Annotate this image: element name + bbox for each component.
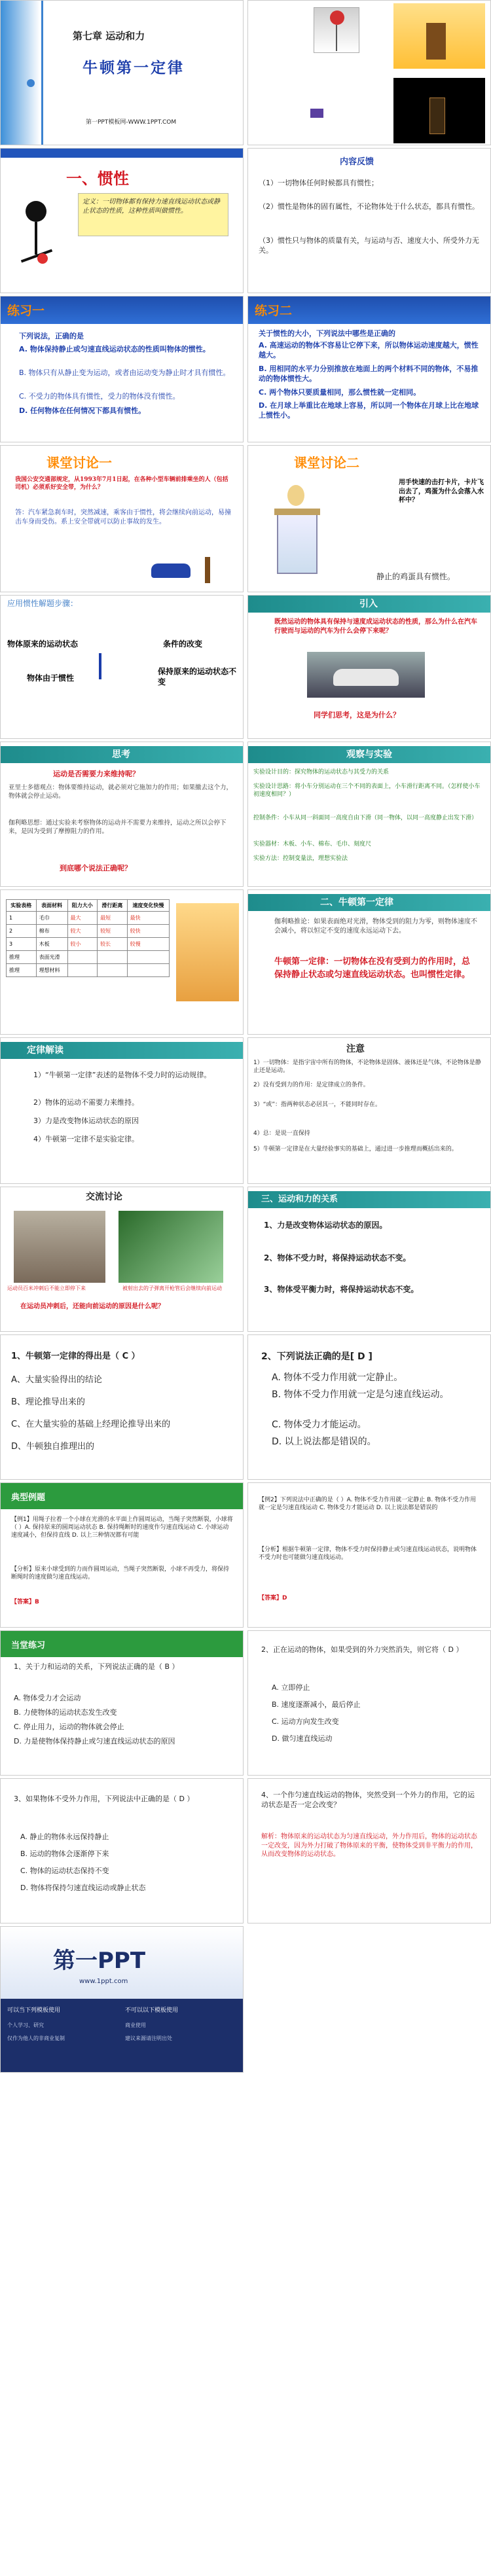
notes-title: 注意 [346, 1044, 365, 1054]
exchange-caption-1: 运动员百米冲刺后不能立即停下来 [7, 1285, 86, 1291]
discussion-2-answer: 静止的鸡蛋具有惯性。 [376, 572, 456, 581]
newton-law-title: 二、牛顿第一定律 [320, 897, 393, 908]
practice-1-opt-a: A. 物体受力才会运动 [14, 1694, 81, 1702]
end-cannot-use: 不可以以下模板使用 [125, 2007, 179, 2014]
slide-end [0, 1926, 244, 2073]
discussion-2-question: 用手快速的击打卡片，卡片飞出去了，鸡蛋为什么会落入水杯中？ [399, 479, 484, 504]
interpretation-title: 定律解读 [27, 1045, 64, 1056]
newton-law-text: 牛顿第一定律：一切物体在没有受到力的作用时，总保持静止状态或匀速直线运动状态。也叫惯性定律。 [274, 957, 471, 980]
definition-text: 定义：一切物体都有保持力速直线运动状态或静止状态的性质，这种性质叫做惯性。 [82, 198, 220, 215]
card-icon [274, 509, 320, 515]
steps-line-1b: 条件的改变 [163, 639, 203, 649]
note-3: 3）“或”：指两种状态必居其一，不能同时存在。 [253, 1101, 382, 1108]
end-brand: 第一PPT [53, 1948, 146, 1974]
quiz-2-opt-a: A. 物体不受力作用就一定静止。 [272, 1372, 403, 1383]
end-site: www.1ppt.com [79, 1978, 128, 1985]
quiz-2-opt-d: D. 以上说法都是错误的。 [272, 1437, 376, 1447]
exercise-1-intro: 下列说法，正确的是 [19, 332, 84, 340]
row-2 [0, 148, 491, 293]
quiz-1-opt-a: A、大量实验得出的结论 [11, 1375, 102, 1385]
apple-photo [314, 7, 359, 53]
example-2-text: 【例2】下列说法中正确的是（ ）A. 物体不受力作用就一定静止 B. 物体不受力作用就一定是匀速直线运动 C. 物体受力才能运动 D. 以上说法都是错误的 [259, 1497, 477, 1512]
experiment-title: 观察与实验 [346, 749, 392, 760]
magnet-icon [310, 109, 323, 118]
end-note-2: 仅作为他人的非商业复制 [7, 2035, 65, 2041]
car-photo [307, 652, 425, 698]
quiz-2-opt-b: B. 物体不受力作用就一定是匀速直线运动。 [272, 1389, 449, 1400]
practice-title: 当堂练习 [11, 1641, 46, 1651]
table-header: 速度变化快慢 [127, 900, 169, 912]
discussion-1-answer: 答：汽车紧急刹车时，突然减速，乘客由于惯性，将会继续向前运动，易撞击车身而受伤。系上安全带就可以防止事故的发生。 [15, 509, 231, 526]
practice-3-opt-d: D. 物体将保持匀速直线运动或静止状态 [20, 1884, 146, 1892]
row-9 [0, 1187, 491, 1332]
row-11 [0, 1482, 491, 1628]
slide-practice-1 [0, 1630, 244, 1776]
exercise-2-opt-c: C. 两个物体只要质量相同，那么惯性就一定相同。 [259, 388, 421, 397]
table-row: 2 棉布 较大 较短 较快 [7, 925, 170, 938]
header-bar [1, 296, 243, 324]
quiz-1-opt-d: D、牛顿独自推理出的 [11, 1442, 95, 1452]
inertia-title: 一、惯性 [66, 166, 129, 188]
practice-1-opt-d: D. 力是使物体保持静止或匀速直线运动状态的原因 [14, 1737, 175, 1745]
cover-gradient [1, 1, 40, 145]
wood-block-icon [426, 23, 446, 60]
practice-2-opt-c: C. 运动方向发生改变 [272, 1717, 339, 1726]
exercise-1-opt-c: C. 不受力的物体具有惯性，受力的物体没有惯性。 [19, 392, 180, 401]
experiment-row-2: 实验设计思路：将小车分别运动在三个不同的表面上，小车滑行距离不同。（怎样使小车初速度相同？） [253, 783, 481, 798]
example-1-key: 【答案】B [11, 1599, 39, 1605]
row-13 [0, 1778, 491, 1923]
interpretation-4: 4）牛顿第一定律不是实验定律。 [33, 1135, 139, 1143]
slide-quiz-1 [0, 1334, 244, 1480]
slide-cover [0, 0, 244, 145]
row-8 [0, 1037, 491, 1184]
end-can-use: 可以当下列模板使用 [7, 2007, 61, 2014]
slide-table [0, 889, 244, 1035]
slide-newton-law [247, 889, 491, 1035]
relation-1: 1、力是改变物体运动状态的原因。 [264, 1221, 388, 1230]
experiment-row-4: 实验器材：木板、小车、棉布、毛巾、刻度尺 [253, 841, 372, 848]
note-1: 1）一切物体：是指宇宙中所有的物体，不论物体是固体、液体还是气体，不论物体是静止还是运动。 [253, 1060, 481, 1075]
experiment-table [6, 899, 170, 977]
practice-3-opt-b: B. 运动的物体会逐渐停下来 [20, 1850, 109, 1858]
exercise-2-opt-a: A. 高速运动的物体不容易让它停下来，所以物体运动速度越大，惯性越大。 [259, 341, 479, 359]
feedback-heading: 内容反馈 [340, 157, 374, 167]
example-title: 典型例题 [11, 1493, 46, 1503]
table-row: 推理 理想材料 [7, 964, 170, 977]
apple-icon [330, 10, 344, 25]
think-foot: 到底哪个说法正确呢？ [60, 864, 132, 872]
quiz-1-question: 1、牛顿第一定律的得出是（ C ） [11, 1351, 140, 1361]
exercise-1-opt-b: B. 物体只有从静止变为运动，或者由运动变为静止时才具有惯性。 [19, 368, 230, 377]
row-14 [0, 1926, 491, 2576]
wood-photo [393, 3, 485, 69]
practice-1-opt-c: C. 停止用力，运动的物体就会停止 [14, 1723, 124, 1731]
header-bar [1, 149, 243, 158]
steps-line-2: 物体由于惯性 [27, 673, 75, 683]
slide-think [0, 742, 244, 887]
slide-exercise-2 [247, 296, 491, 442]
example-1-analysis: 【分析】原来小球受到的力而作圆周运动，当绳子突然断裂，小球不再受力，将保持断绳时的速度做匀速直线运动。 [11, 1566, 230, 1581]
slide-practice-4 [247, 1778, 491, 1923]
table-row: 推理 表面光滑 [7, 951, 170, 964]
practice-3-opt-a: A. 静止的物体永远保持静止 [20, 1833, 109, 1841]
pole-icon [205, 557, 210, 583]
exercise-2-opt-b: B. 用相同的水平力分别推放在地面上的两个材料不同的物体，不易推动的物体惯性大。 [259, 365, 479, 383]
quiz-1-opt-c: C、在大量实验的基础上经理论推导出来的 [11, 1420, 171, 1429]
note-2: 2）没有受到力的作用：是定律成立的条件。 [253, 1082, 369, 1088]
intro-question: 同学们思考，这是为什么？ [314, 711, 400, 719]
blank-slot [247, 1926, 491, 2073]
feedback-line-1: （1）一切物体任何时候都具有惯性； [259, 179, 378, 187]
slide-intro [247, 595, 491, 739]
cover-line [41, 1, 43, 145]
end-note-4: 建议来源请注明出处 [125, 2035, 172, 2041]
quiz-2-question: 2、下列说法正确的是[ D ] [261, 1351, 373, 1362]
runner-photo [14, 1211, 105, 1283]
cover-dot [27, 79, 35, 87]
feedback-line-2: （2）惯性是物体的固有属性，不论物体处于什么状态，都具有惯性。 [259, 202, 479, 211]
magnet-photo [284, 82, 356, 145]
exchange-title: 交流讨论 [86, 1192, 122, 1202]
relation-2: 2、物体不受力时，将保持运动状态不变。 [264, 1253, 411, 1262]
practice-1-question: 1、关于力和运动的关系，下列说法正确的是（ B ） [14, 1662, 179, 1671]
end-note-1: 个人学习、研究 [7, 2022, 44, 2028]
slide-images [247, 0, 491, 145]
interpretation-2: 2）物体的运动不需要力来维持。 [33, 1098, 139, 1107]
practice-4-analysis: 解析：物体原来的运动状态为匀速直线运动，外力作用后，物体的运动状态一定改变，因为外力打破了物体原来的平衡，使物体受到非平衡力的作用，从而改变物体的运动状态。 [261, 1833, 477, 1858]
quiz-1-opt-b: B、理论推导出来的 [11, 1397, 85, 1407]
row-6 [0, 742, 491, 887]
exercise-2-intro: 关于惯性的大小，下列说法中哪些是正确的 [259, 329, 395, 338]
galileo-text: 伽利略推论：如果表面绝对光滑，物体受到的阻力为零，则物体速度不会减小，将以恒定不变的速度永远运动下去。 [274, 918, 477, 935]
row-10 [0, 1334, 491, 1480]
definition-box [78, 193, 228, 236]
interpretation-1: 1）“牛顿第一定律”表述的是物体不受力时的运动规律。 [33, 1071, 211, 1079]
cover-title: 牛顿第一定律 [82, 60, 185, 77]
example-1-text: 【例1】用绳子拉着一个小球在光滑的水平面上作圆周运动，当绳子突然断裂，小球将（ ）A. 保持原来的圆周运动状态 B. 保持绳断时的速度作匀速直线运动 C. 小球运动速度减小，但保持直线 D. 以上三种情况都有可能 [11, 1516, 233, 1539]
slide-notes [247, 1037, 491, 1184]
note-5: 5）牛顿第一定律是在大量经验事实的基础上，通过进一步推理而概括出来的。 [253, 1146, 458, 1153]
practice-2-opt-d: D. 做匀速直线运动 [272, 1734, 333, 1743]
table-header: 表面材料 [36, 900, 67, 912]
header-bar [248, 296, 490, 324]
block-icon [429, 98, 445, 134]
head-icon [26, 201, 46, 222]
interpretation-3: 3）力是改变物体运动状态的原因 [33, 1117, 139, 1125]
header-bar [1, 1631, 243, 1657]
exercise-1-opt-d: D. 任何物体在任何情况下都具有惯性。 [19, 406, 146, 415]
example-2-analysis: 【分析】根据牛顿第一定律，物体不受力时保持静止或匀速直线运动状态，说明物体不受力时也可能做匀速直线运动。 [259, 1547, 477, 1562]
discussion-1-question: 我国公安交通部规定，从1993年7月1日起，在各种小型车辆前排乘坐的人（包括司机）必须系好安全带，为什么？ [15, 476, 228, 492]
table-row: 3 木板 较小 较长 较慢 [7, 938, 170, 951]
feedback-line-3: （3）惯性只与物体的质量有关，与运动与否、速度大小、所受外力无关。 [259, 236, 479, 255]
exchange-caption-2: 被射出去的子弹离开枪管后会继续向前运动 [122, 1285, 222, 1291]
discussion-2-title: 课堂讨论二 [294, 455, 359, 471]
row-3 [0, 296, 491, 442]
steps-line-1: 物体原来的运动状态 [7, 639, 79, 649]
row-1 [0, 0, 491, 145]
experiment-row-1: 实验设计目的：探究物体的运动状态与其受力的关系 [253, 769, 390, 776]
relation-3: 3、物体受平衡力时，将保持运动状态不变。 [264, 1285, 419, 1294]
exercise-2-title: 练习二 [255, 304, 293, 318]
car-icon [151, 564, 191, 578]
exercise-1-title: 练习一 [7, 304, 45, 318]
dark-photo [393, 78, 485, 143]
experiment-row-5: 实验方法：控制变量法，理想实验法 [253, 855, 348, 862]
cover-chapter: 第七章 运动和力 [73, 30, 145, 42]
bullet-photo [118, 1211, 223, 1283]
red-ball-icon [37, 253, 48, 264]
egg-icon [287, 485, 304, 506]
row-5 [0, 595, 491, 739]
practice-2-question: 2、正在运动的物体，如果受到的外力突然消失，则它将（ D ） [261, 1645, 464, 1654]
example-2-key: 【答案】D [259, 1595, 287, 1601]
slide-discussion-2 [247, 445, 491, 592]
quiz-2-opt-c: C. 物体受力才能运动。 [272, 1420, 367, 1430]
practice-2-opt-b: B. 速度逐渐减小，最后停止 [272, 1700, 361, 1709]
slide-exercise-1 [0, 296, 244, 442]
car-icon [333, 669, 399, 686]
think-view-2: 伽利略思想：通过实验来考察物体的运动并不需要力来维持，运动之所以会停下来，是因为受到了摩擦阻力的作用。 [9, 819, 227, 835]
note-4: 4）总：是说一直保持 [253, 1130, 310, 1137]
practice-3-opt-c: C. 物体的运动状态保持不变 [20, 1867, 109, 1875]
row-4 [0, 445, 491, 592]
steps-title: 应用惯性解题步骤： [7, 599, 79, 608]
intro-title: 引入 [359, 599, 378, 609]
steps-line-2b: 保持原来的运动状态不变 [158, 667, 237, 687]
slide-practice-2 [247, 1630, 491, 1776]
cover-site: 第一PPT模板网-WWW.1PPT.COM [86, 119, 177, 126]
table-header: 实验表格 [7, 900, 37, 912]
practice-4-question: 4、一个作匀速直线运动的物体，突然受到一个外力的作用，它的运动状态是否一定会改变？ [261, 1791, 475, 1809]
slide-exchange [0, 1187, 244, 1332]
exercise-1-opt-a: A. 物体保持静止或匀速直线运动状态的性质叫物体的惯性。 [19, 345, 210, 353]
cup-icon [277, 515, 318, 574]
think-view-1: 亚里士多德观点：物体要维持运动，就必须对它施加力的作用；如果撤去这个力，物体就会停止运动。 [9, 784, 233, 800]
slide-interpretation [0, 1037, 244, 1184]
row-7 [0, 889, 491, 1035]
intro-text: 既然运动的物体具有保持与速度成运动状态的性质，那么为什么在汽车行驶而与运动的汽车为什么会停下来呢？ [274, 618, 477, 635]
arrow-icon [99, 653, 101, 679]
slide-example-1 [0, 1482, 244, 1628]
slide-feedback [247, 148, 491, 293]
exercise-2-opt-d: D. 在月球上举重比在地球上容易，所以同一个物体在月球上比在地球上惯性小。 [259, 401, 479, 420]
table-header: 阻力大小 [67, 900, 98, 912]
table-row: 1 毛巾 最大 最短 最快 [7, 912, 170, 925]
exchange-foot: 在运动员冲刺后，还能向前运动的原因是什么呢？ [20, 1303, 164, 1310]
slide-practice-3 [0, 1778, 244, 1923]
header-bar [1, 1483, 243, 1509]
slide-inertia [0, 148, 244, 293]
slide-relation [247, 1187, 491, 1332]
end-note-3: 商业使用 [125, 2022, 146, 2028]
practice-2-opt-a: A. 立即停止 [272, 1683, 310, 1692]
experiment-row-3: 控制条件：小车从同一斜面同一高度自由下滑（同一物体，以同一高度静止出发下滑） [253, 815, 478, 821]
table-header: 滑行距离 [98, 900, 128, 912]
body-icon [35, 222, 37, 255]
relation-title: 三、运动和力的关系 [261, 1194, 338, 1204]
slide-experiment [247, 742, 491, 887]
practice-1-opt-b: B. 力使物体的运动状态发生改变 [14, 1708, 117, 1717]
slide-quiz-2 [247, 1334, 491, 1480]
slide-steps [0, 595, 244, 739]
row-12 [0, 1630, 491, 1776]
think-title: 思考 [112, 749, 130, 760]
figure-icon [14, 201, 60, 279]
discussion-1-title: 课堂讨论一 [46, 455, 112, 471]
slide-example-2 [247, 1482, 491, 1628]
think-question: 运动是否需要力来维持呢？ [53, 770, 139, 778]
slide-discussion-1 [0, 445, 244, 592]
practice-3-question: 3、如果物体不受外力作用，下列说法中正确的是（ D ） [14, 1795, 194, 1803]
experiment-photo [176, 903, 239, 1001]
stick-icon [336, 25, 337, 51]
